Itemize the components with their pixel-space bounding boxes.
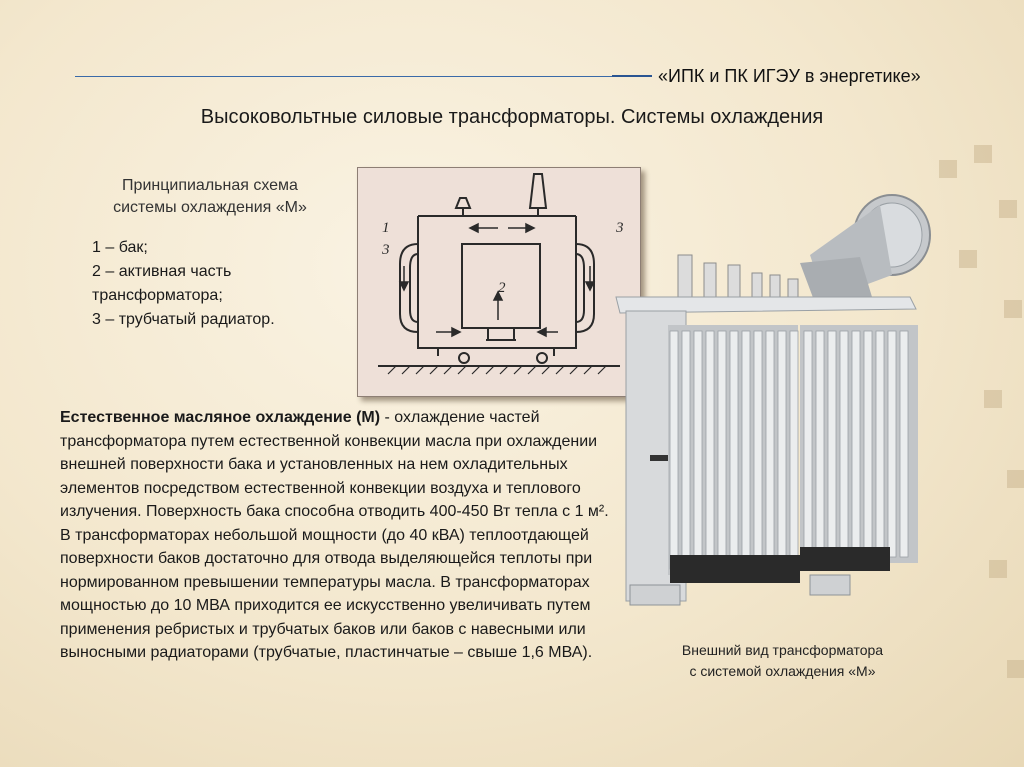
legend-item: 2 – активная часть: [92, 263, 232, 280]
caption-line: с системой охлаждения «М»: [689, 663, 876, 679]
transformer-photo: [610, 185, 940, 615]
legend-item: трансформатора;: [92, 287, 223, 304]
label-2: 2: [498, 280, 506, 296]
photo-caption: [640, 640, 925, 682]
legend-item: 3 – трубчатый радиатор.: [92, 311, 275, 328]
schema-title-line: Принципиальная схема: [122, 177, 298, 194]
description-text: [60, 406, 620, 665]
schema-legend: [92, 236, 275, 332]
organization-title: «ИПК и ПК ИГЭУ в энергетике»: [658, 66, 921, 86]
label-1: 1: [382, 220, 390, 236]
schema-title: [80, 175, 340, 219]
header-rule-accent: [612, 75, 652, 77]
legend-item: 1 – бак;: [92, 239, 148, 256]
radiator-fins: [668, 325, 918, 575]
schema-title-line: системы охлаждения «М»: [113, 199, 307, 216]
cooling-schema-diagram: [357, 167, 641, 397]
label-3-left: 3: [382, 242, 390, 258]
paragraph-1: [60, 406, 620, 524]
term-highlight: Естественное масляное охлаждение (М): [60, 409, 381, 426]
cooling-schema-drawing: [358, 168, 640, 396]
paragraph-1-text: - охлаждение частей трансформатора путем естественной конвекции масла при охлаждении внешней поверхности бака и установленных на нем охладительных элементов посредством естественной конвекции воздуха и теплового излучения. Поверхность бака способна отводить 400-450 Вт тепла с 1 м².: [60, 409, 609, 520]
slide-title: Высоковольтные силовые трансформаторы. Системы охлаждения: [200, 106, 824, 128]
paragraph-2: В трансформаторах небольшой мощности (до 40 кВА) теплоотдающей поверхности баков достаточно для отвода выделяющейся теплоты при нормированном превышении температуры масла. В трансформаторах мощностью до 10 МВА приходится ее искусственно увеличивать путем применения ребристых и трубчатых баков или баков с навесными или выносными радиаторами (трубчатые, пластинчатые – свыше 1,6 МВА).: [60, 526, 593, 661]
header-rule: [75, 76, 650, 77]
caption-line: Внешний вид трансформатора: [681, 642, 884, 658]
conservator-tank: [800, 195, 930, 303]
label-3-right: 3: [616, 220, 624, 236]
background-mosaic: [929, 140, 1024, 760]
